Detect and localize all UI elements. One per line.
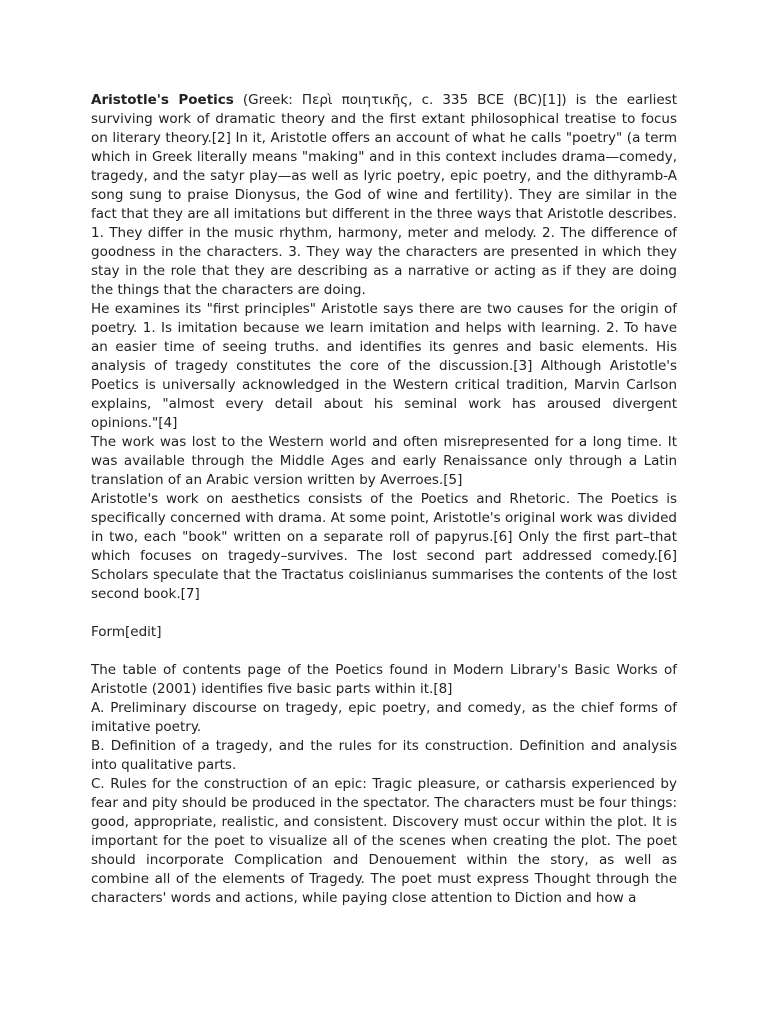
- section-heading-form: Form[edit]: [91, 624, 162, 640]
- document-title: Aristotle's Poetics: [91, 92, 234, 108]
- paragraph-first-principles: He examines its "first principles" Aristotle says there are two causes for the origin of poetry. 1. Is imitation because we learn imitation and helps with learning. 2. To have an easier time of seeing truths. and identifies its genres and basic elements. His analysis of tragedy constitutes the core of the discussion.[3] Although Aristotle's Poetics is universally acknowledged in the Western critical tradition, Marvin Carlson explains, "almost every detail about his seminal work has aroused divergent opinions."[4]: [91, 301, 677, 431]
- paragraph-aesthetics: Aristotle's work on aesthetics consists of the Poetics and Rhetoric. The Poetics is specifically concerned with drama. At some point, Aristotle's original work was divided in two, each "book" written on a separate roll of papyrus.[6] Only the first part–that which focuses on tragedy–survives. The lost second part addressed comedy.[6] Scholars speculate that the Tractatus coislinianus summarises the contents of the lost second book.[7]: [91, 491, 677, 602]
- paragraph-table-of-contents: The table of contents page of the Poetics found in Modern Library's Basic Works of Aristotle (2001) identifies five basic parts within it.[8]: [91, 662, 677, 697]
- blank-line: [91, 604, 677, 623]
- paragraph-part-a: A. Preliminary discourse on tragedy, epic poetry, and comedy, as the chief forms of imitative poetry.: [91, 700, 677, 735]
- intro-paragraph: [91, 91, 677, 300]
- paragraph-part-b: B. Definition of a tragedy, and the rules for its construction. Definition and analysis into qualitative parts.: [91, 738, 677, 773]
- paragraph-lost-work: The work was lost to the Western world and often misrepresented for a long time. It was available through the Middle Ages and early Renaissance only through a Latin translation of an Arabic version written by Averroes.[5]: [91, 434, 677, 488]
- intro-text: (Greek: Περὶ ποιητικῆς, c. 335 BCE (BC)[1]) is the earliest surviving work of dramatic theory and the first extant philosophical treatise to focus on literary theory.[2] In it, Aristotle offers an account of what he calls "poetry" (a term which in Greek literally means "making" and in this context includes drama—comedy, tragedy, and the satyr play—as well as lyric poetry, epic poetry, and the dithyramb-A song sung to praise Dionysus, the God of wine and fertility). They are similar in the fact that they are all imitations but different in the three ways that Aristotle describes. 1. They differ in the music rhythm, harmony, meter and melody. 2. The difference of goodness in the characters. 3. They way the characters are presented in which they stay in the role that they are describing as a narrative or acting as if they are doing the things that the characters are doing.: [91, 92, 677, 298]
- document-page: [91, 91, 677, 908]
- blank-line: [91, 642, 677, 661]
- paragraph-part-c: C. Rules for the construction of an epic: Tragic pleasure, or catharsis experienced by fear and pity should be produced in the spectator. The characters must be four things: good, appropriate, realistic, and consistent. Discovery must occur within the plot. It is important for the poet to visualize all of the scenes when creating the plot. The poet should incorporate Complication and Denouement within the story, as well as combine all of the elements of Tragedy. The poet must express Thought through the characters' words and actions, while paying close attention to Diction and how a: [91, 776, 677, 906]
